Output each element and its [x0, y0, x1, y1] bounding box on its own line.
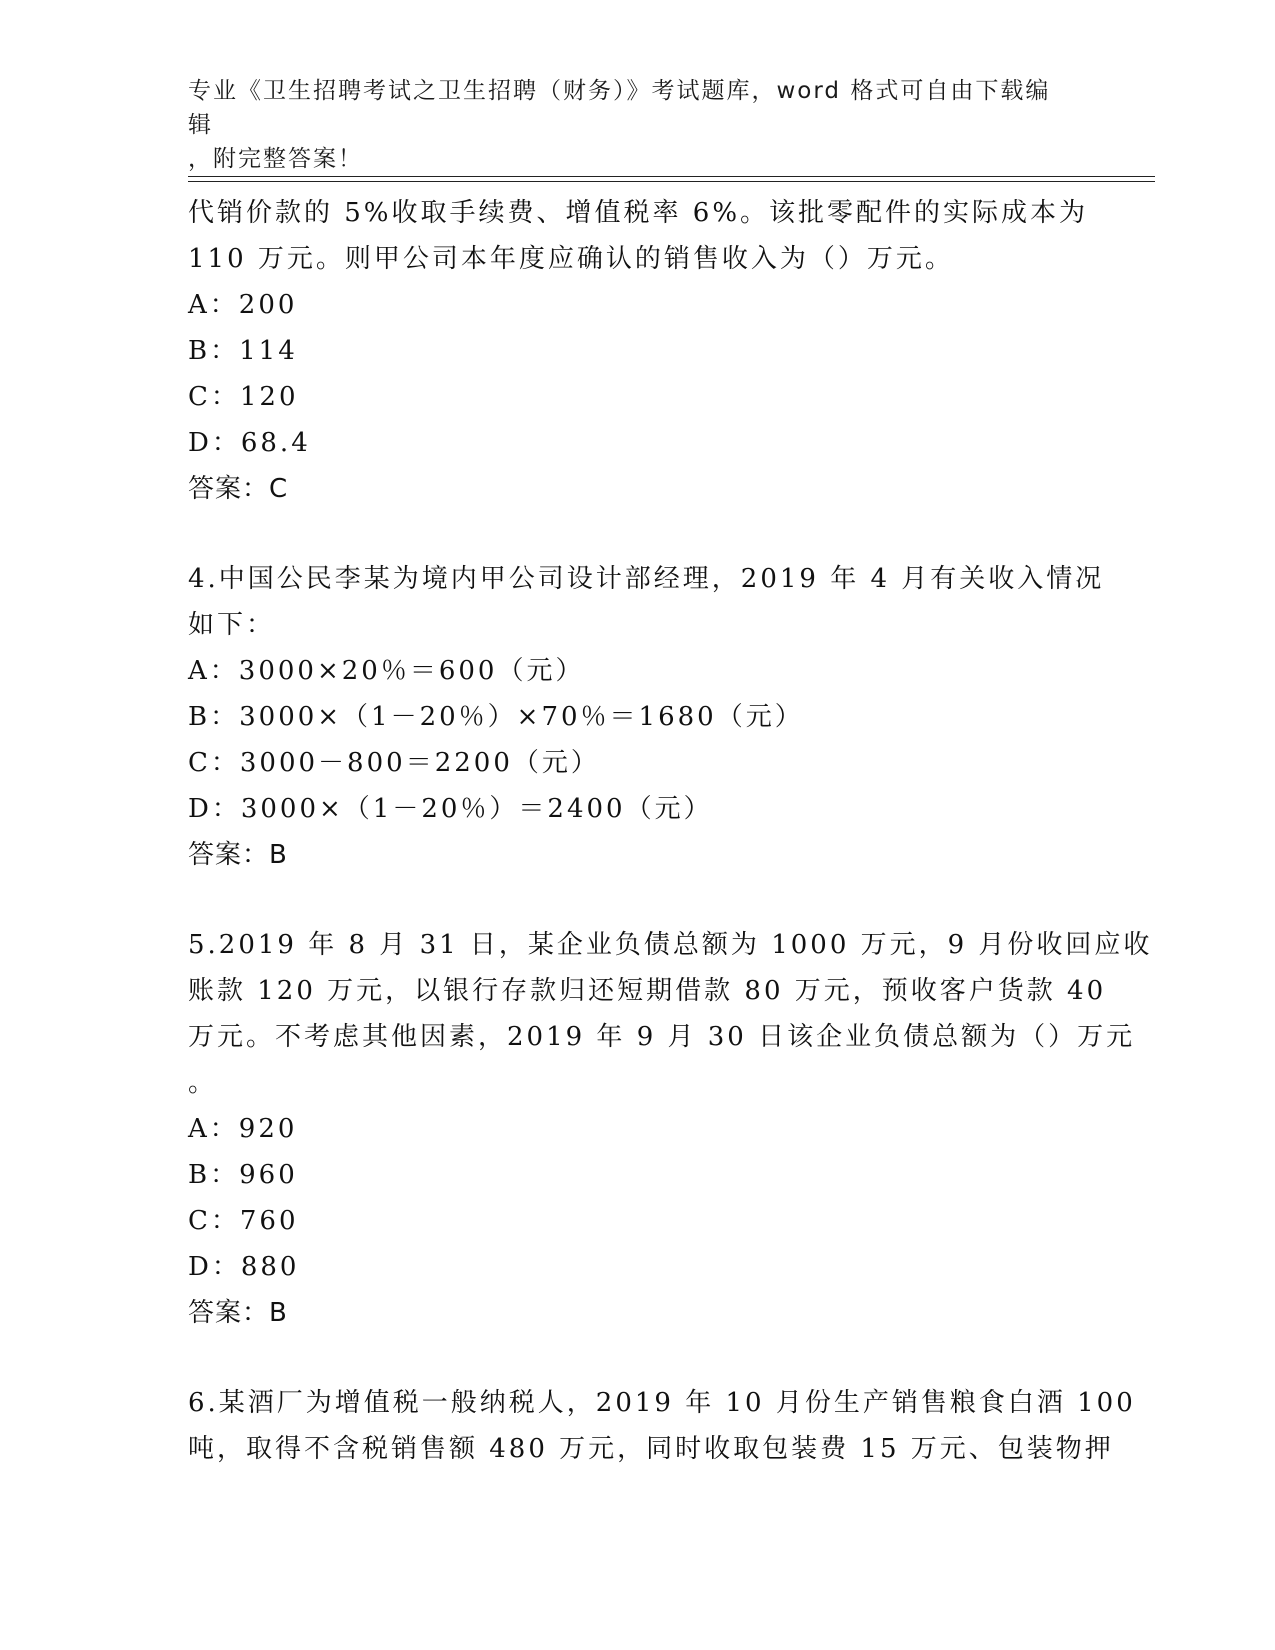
option-c: C：3000－800＝2200（元） [188, 748, 600, 778]
document-header [188, 74, 1068, 176]
question-5 [188, 922, 1153, 1336]
header-rule-top [188, 176, 1155, 177]
question-text-line: 账款 120 万元，以银行存款归还短期借款 80 万元，预收客户货款 40 [188, 976, 1107, 1006]
option-b: B：3000×（1－20％）×70％＝1680（元） [188, 702, 804, 732]
option-a: A：3000×20％＝600（元） [188, 656, 585, 686]
option-c: C：120 [188, 382, 299, 412]
option-b: B：960 [188, 1160, 298, 1190]
question-text-line: 4.中国公民李某为境内甲公司设计部经理，2019 年 4 月有关收入情况 [188, 564, 1105, 594]
answer-line: 答案：B [188, 840, 288, 870]
option-a: A：920 [188, 1114, 298, 1144]
spacer [188, 878, 1088, 922]
header-line-2: ，附完整答案！ [188, 146, 363, 172]
question-text-line: 如下： [188, 610, 276, 640]
question-text-line: 110 万元。则甲公司本年度应确认的销售收入为（）万元。 [188, 244, 954, 274]
option-c: C：760 [188, 1206, 299, 1236]
spacer [188, 512, 1088, 556]
spacer [188, 1336, 1088, 1380]
question-text-line: 吨，取得不含税销售额 480 万元，同时收取包装费 15 万元、包装物押 [188, 1434, 1114, 1464]
option-a: A：200 [188, 290, 298, 320]
question-3 [188, 190, 1088, 512]
answer-line: 答案：C [188, 474, 289, 504]
question-text-line: 万元。不考虑其他因素，2019 年 9 月 30 日该企业负债总额为（）万元 [188, 1022, 1136, 1052]
question-text-line: 。 [188, 1068, 218, 1098]
document-body [188, 190, 1153, 1472]
header-line-1: 专业《卫生招聘考试之卫生招聘（财务）》考试题库，word 格式可自由下载编辑 [188, 78, 1051, 138]
header-rule-bottom [188, 181, 1155, 182]
question-4 [188, 556, 1105, 878]
option-d: D：880 [188, 1252, 300, 1282]
option-b: B：114 [188, 336, 298, 366]
option-d: D：68.4 [188, 428, 311, 458]
answer-line: 答案：B [188, 1298, 288, 1328]
question-text-line: 5.2019 年 8 月 31 日，某企业负债总额为 1000 万元，9 月份收回应收 [188, 930, 1153, 960]
option-d: D：3000×（1－20％）＝2400（元） [188, 794, 713, 824]
question-text-line: 代销价款的 5%收取手续费、增值税率 6%。该批零配件的实际成本为 [188, 198, 1089, 228]
question-text-line: 6.某酒厂为增值税一般纳税人，2019 年 10 月份生产销售粮食白酒 100 [188, 1388, 1136, 1418]
question-6 [188, 1380, 1136, 1472]
